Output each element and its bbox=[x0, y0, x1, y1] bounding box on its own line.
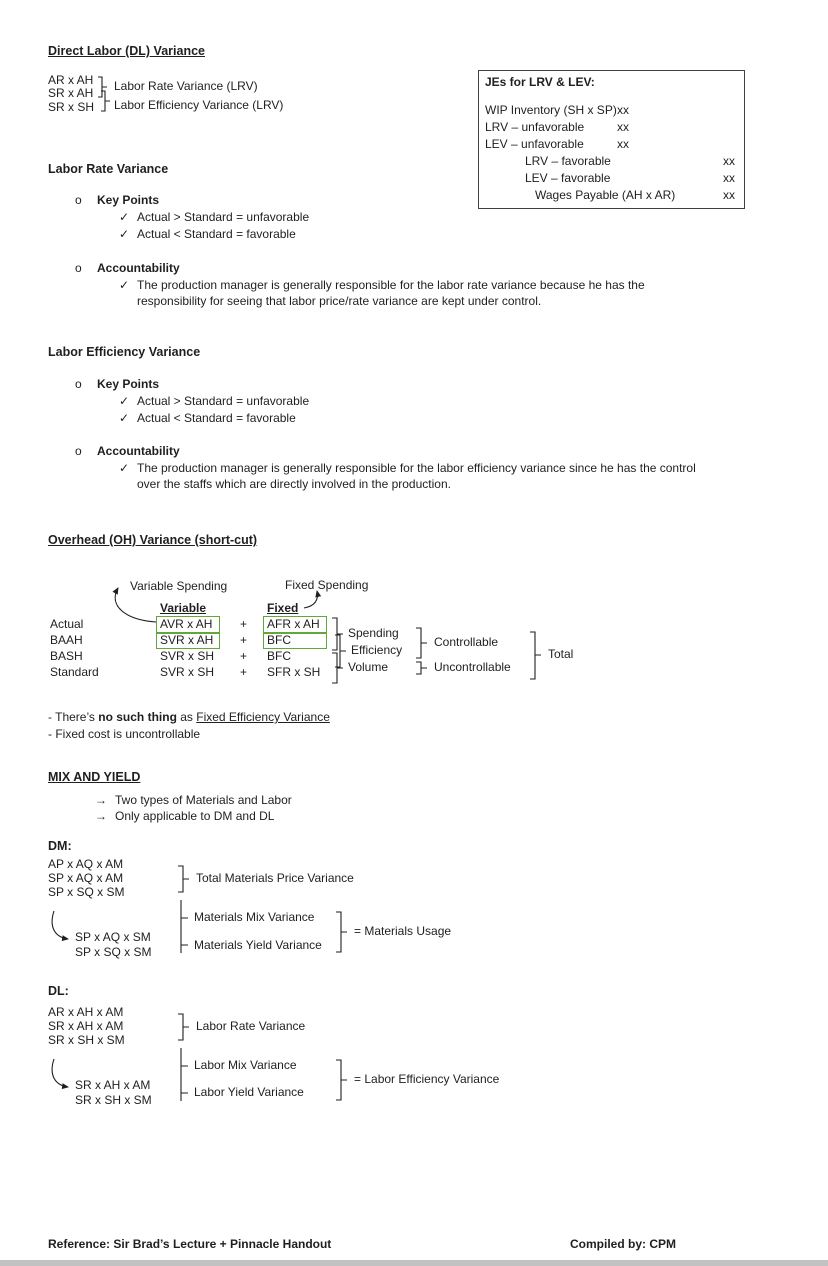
rate-bracket bbox=[178, 1014, 189, 1040]
bullet-o: o bbox=[75, 261, 82, 275]
dm-sub-formula: SP x AQ x SM bbox=[75, 930, 151, 944]
note-bold: no such thing bbox=[98, 710, 177, 724]
check-icon: ✓ bbox=[119, 210, 130, 224]
key-point-text: Actual < Standard = favorable bbox=[137, 227, 296, 241]
check-icon: ✓ bbox=[119, 411, 130, 425]
je-debit: xx bbox=[617, 137, 629, 151]
overhead-note-1 bbox=[48, 711, 330, 724]
dm-formula: SP x AQ x AM bbox=[48, 871, 124, 885]
arrow-bullet-icon: → bbox=[95, 793, 107, 807]
note-mid: as bbox=[176, 710, 197, 724]
je-account: LEV – favorable bbox=[525, 171, 611, 185]
note-underlined: Fixed Efficiency Variance bbox=[196, 710, 330, 724]
key-points-label: Key Points bbox=[97, 377, 160, 391]
row-label: BAAH bbox=[50, 633, 83, 647]
fixed-cell: BFC bbox=[267, 649, 291, 663]
sub-formula-arrow bbox=[52, 911, 68, 939]
je-credit: xx bbox=[723, 171, 735, 185]
heading-labor-efficiency: Labor Efficiency Variance bbox=[48, 345, 201, 359]
dl-result-label: = Labor Efficiency Variance bbox=[354, 1072, 500, 1086]
je-row bbox=[485, 171, 738, 187]
je-account: Wages Payable (AH x AR) bbox=[535, 188, 676, 202]
mix-yield-bracket bbox=[181, 1048, 188, 1101]
efficiency-label: Efficiency bbox=[351, 643, 403, 657]
je-row bbox=[485, 120, 738, 136]
fixed-spending-label: Fixed Spending bbox=[285, 578, 369, 592]
price-bracket bbox=[178, 866, 189, 892]
accountability-line: The production manager is generally responsible for the labor rate variance because he has the bbox=[137, 278, 645, 292]
row-label: Standard bbox=[50, 665, 99, 679]
heading-overhead: Overhead (OH) Variance (short-cut) bbox=[48, 533, 258, 547]
key-point-text: Actual < Standard = favorable bbox=[137, 411, 296, 425]
variable-cell: AVR x AH bbox=[160, 617, 213, 631]
dm-label: DM: bbox=[48, 839, 72, 853]
lrv-bracket bbox=[98, 77, 107, 97]
formula-ar-ah: AR x AH bbox=[48, 73, 94, 87]
dl-yield-label: Labor Yield Variance bbox=[194, 1085, 304, 1099]
accountability-line: The production manager is generally responsible for the labor efficiency variance since he has the control bbox=[137, 461, 696, 475]
dm-price-label: Total Materials Price Variance bbox=[196, 871, 354, 885]
dm-diagram bbox=[48, 854, 548, 966]
arrow-bullet-icon: → bbox=[95, 809, 107, 823]
plus-sign: + bbox=[240, 649, 248, 663]
variable-cell: SVR x AH bbox=[160, 633, 214, 647]
key-points-label: Key Points bbox=[97, 193, 160, 207]
dm-mix-label: Materials Mix Variance bbox=[194, 910, 315, 924]
dl-formula: AR x AH x AM bbox=[48, 1005, 124, 1019]
check-icon: ✓ bbox=[119, 227, 130, 241]
dm-formula: SP x SQ x SM bbox=[48, 885, 125, 899]
accountability-label: Accountability bbox=[97, 444, 180, 458]
dl-sub-formula: SR x SH x SM bbox=[75, 1093, 152, 1107]
fixed-spending-arrow bbox=[304, 591, 317, 608]
dm-yield-label: Materials Yield Variance bbox=[194, 938, 322, 952]
accountability-line: over the staffs which are directly involved in the production. bbox=[137, 477, 451, 491]
je-credit: xx bbox=[723, 154, 735, 168]
dm-result-label: = Materials Usage bbox=[354, 924, 452, 938]
dl-formula-block bbox=[48, 74, 388, 122]
heading-dl-variance: Direct Labor (DL) Variance bbox=[48, 44, 205, 58]
je-debit: xx bbox=[617, 120, 629, 134]
heading-labor-rate: Labor Rate Variance bbox=[48, 162, 169, 176]
heading-mix-yield: MIX AND YIELD bbox=[48, 770, 141, 784]
dl-label: DL: bbox=[48, 984, 69, 998]
usage-bracket bbox=[336, 912, 347, 952]
accountability-label: Accountability bbox=[97, 261, 180, 275]
dl-mix-label: Labor Mix Variance bbox=[194, 1058, 297, 1072]
plus-sign: + bbox=[240, 665, 248, 679]
variable-cell: SVR x SH bbox=[160, 649, 215, 663]
footer-compiled-by: Compiled by: CPM bbox=[570, 1237, 677, 1251]
uncontrollable-label: Uncontrollable bbox=[434, 660, 511, 674]
check-icon: ✓ bbox=[119, 461, 130, 475]
je-row bbox=[485, 188, 738, 204]
dl-diagram bbox=[48, 1000, 548, 1112]
variable-spending-label: Variable Spending bbox=[130, 579, 228, 593]
column-header-fixed: Fixed bbox=[267, 601, 299, 615]
bullet-o: o bbox=[75, 444, 82, 458]
total-bracket bbox=[530, 632, 541, 679]
accountability-line: responsibility for seeing that labor price/rate variance are kept under control. bbox=[137, 294, 542, 308]
volume-bracket bbox=[332, 653, 343, 683]
je-row bbox=[485, 137, 738, 153]
je-debit: xx bbox=[617, 103, 629, 117]
overhead-note-2: - Fixed cost is uncontrollable bbox=[48, 727, 201, 741]
spending-bracket bbox=[332, 618, 343, 650]
note-pre: - There’s bbox=[48, 710, 99, 724]
je-account: WIP Inventory (SH x SP) bbox=[485, 103, 617, 117]
footer-reference: Reference: Sir Brad’s Lecture + Pinnacle Handout bbox=[48, 1237, 332, 1251]
dl-sub-formula: SR x AH x AM bbox=[75, 1078, 151, 1092]
formula-sr-ah: SR x AH bbox=[48, 86, 94, 100]
formula-sr-sh: SR x SH bbox=[48, 100, 95, 114]
lrv-label: Labor Rate Variance (LRV) bbox=[114, 79, 258, 93]
check-icon: ✓ bbox=[119, 278, 130, 292]
je-account: LEV – unfavorable bbox=[485, 137, 584, 151]
check-icon: ✓ bbox=[119, 394, 130, 408]
variable-spending-arrow bbox=[115, 588, 156, 622]
dm-formula: AP x AQ x AM bbox=[48, 857, 124, 871]
je-box-title: JEs for LRV & LEV: bbox=[485, 75, 595, 89]
efficiency-bracket bbox=[336, 1060, 347, 1100]
bullet-o: o bbox=[75, 193, 82, 207]
controllable-label: Controllable bbox=[434, 635, 499, 649]
je-account: LRV – unfavorable bbox=[485, 120, 585, 134]
key-point-text: Actual > Standard = unfavorable bbox=[137, 394, 310, 408]
column-header-variable: Variable bbox=[160, 601, 207, 615]
mix-yield-bullet: Two types of Materials and Labor bbox=[115, 793, 292, 807]
je-credit: xx bbox=[723, 188, 735, 202]
volume-label: Volume bbox=[348, 660, 389, 674]
uncontrollable-bracket bbox=[416, 662, 427, 674]
mix-yield-bullet: Only applicable to DM and DL bbox=[115, 809, 275, 823]
overhead-diagram bbox=[48, 572, 648, 702]
fixed-cell: BFC bbox=[267, 633, 291, 647]
key-point-text: Actual > Standard = unfavorable bbox=[137, 210, 310, 224]
je-box bbox=[478, 70, 745, 209]
variable-cell: SVR x SH bbox=[160, 665, 215, 679]
controllable-bracket bbox=[416, 628, 427, 658]
mix-yield-bracket bbox=[181, 900, 188, 953]
row-label: BASH bbox=[50, 649, 83, 663]
dl-formula: SR x AH x AM bbox=[48, 1019, 124, 1033]
sub-formula-arrow bbox=[52, 1059, 68, 1087]
page-bottom-edge bbox=[0, 1260, 828, 1266]
je-account: LRV – favorable bbox=[525, 154, 611, 168]
plus-sign: + bbox=[240, 633, 248, 647]
bullet-o: o bbox=[75, 377, 82, 391]
dl-rate-label: Labor Rate Variance bbox=[196, 1019, 306, 1033]
je-row bbox=[485, 103, 738, 119]
plus-sign: + bbox=[240, 617, 248, 631]
row-label: Actual bbox=[50, 617, 84, 631]
dm-sub-formula: SP x SQ x SM bbox=[75, 945, 152, 959]
lev-label: Labor Efficiency Variance (LRV) bbox=[114, 98, 284, 112]
fixed-cell: AFR x AH bbox=[267, 617, 320, 631]
total-label: Total bbox=[548, 647, 574, 661]
dl-formula: SR x SH x SM bbox=[48, 1033, 125, 1047]
fixed-cell: SFR x SH bbox=[267, 665, 321, 679]
je-row bbox=[485, 154, 738, 170]
spending-label: Spending bbox=[348, 626, 399, 640]
